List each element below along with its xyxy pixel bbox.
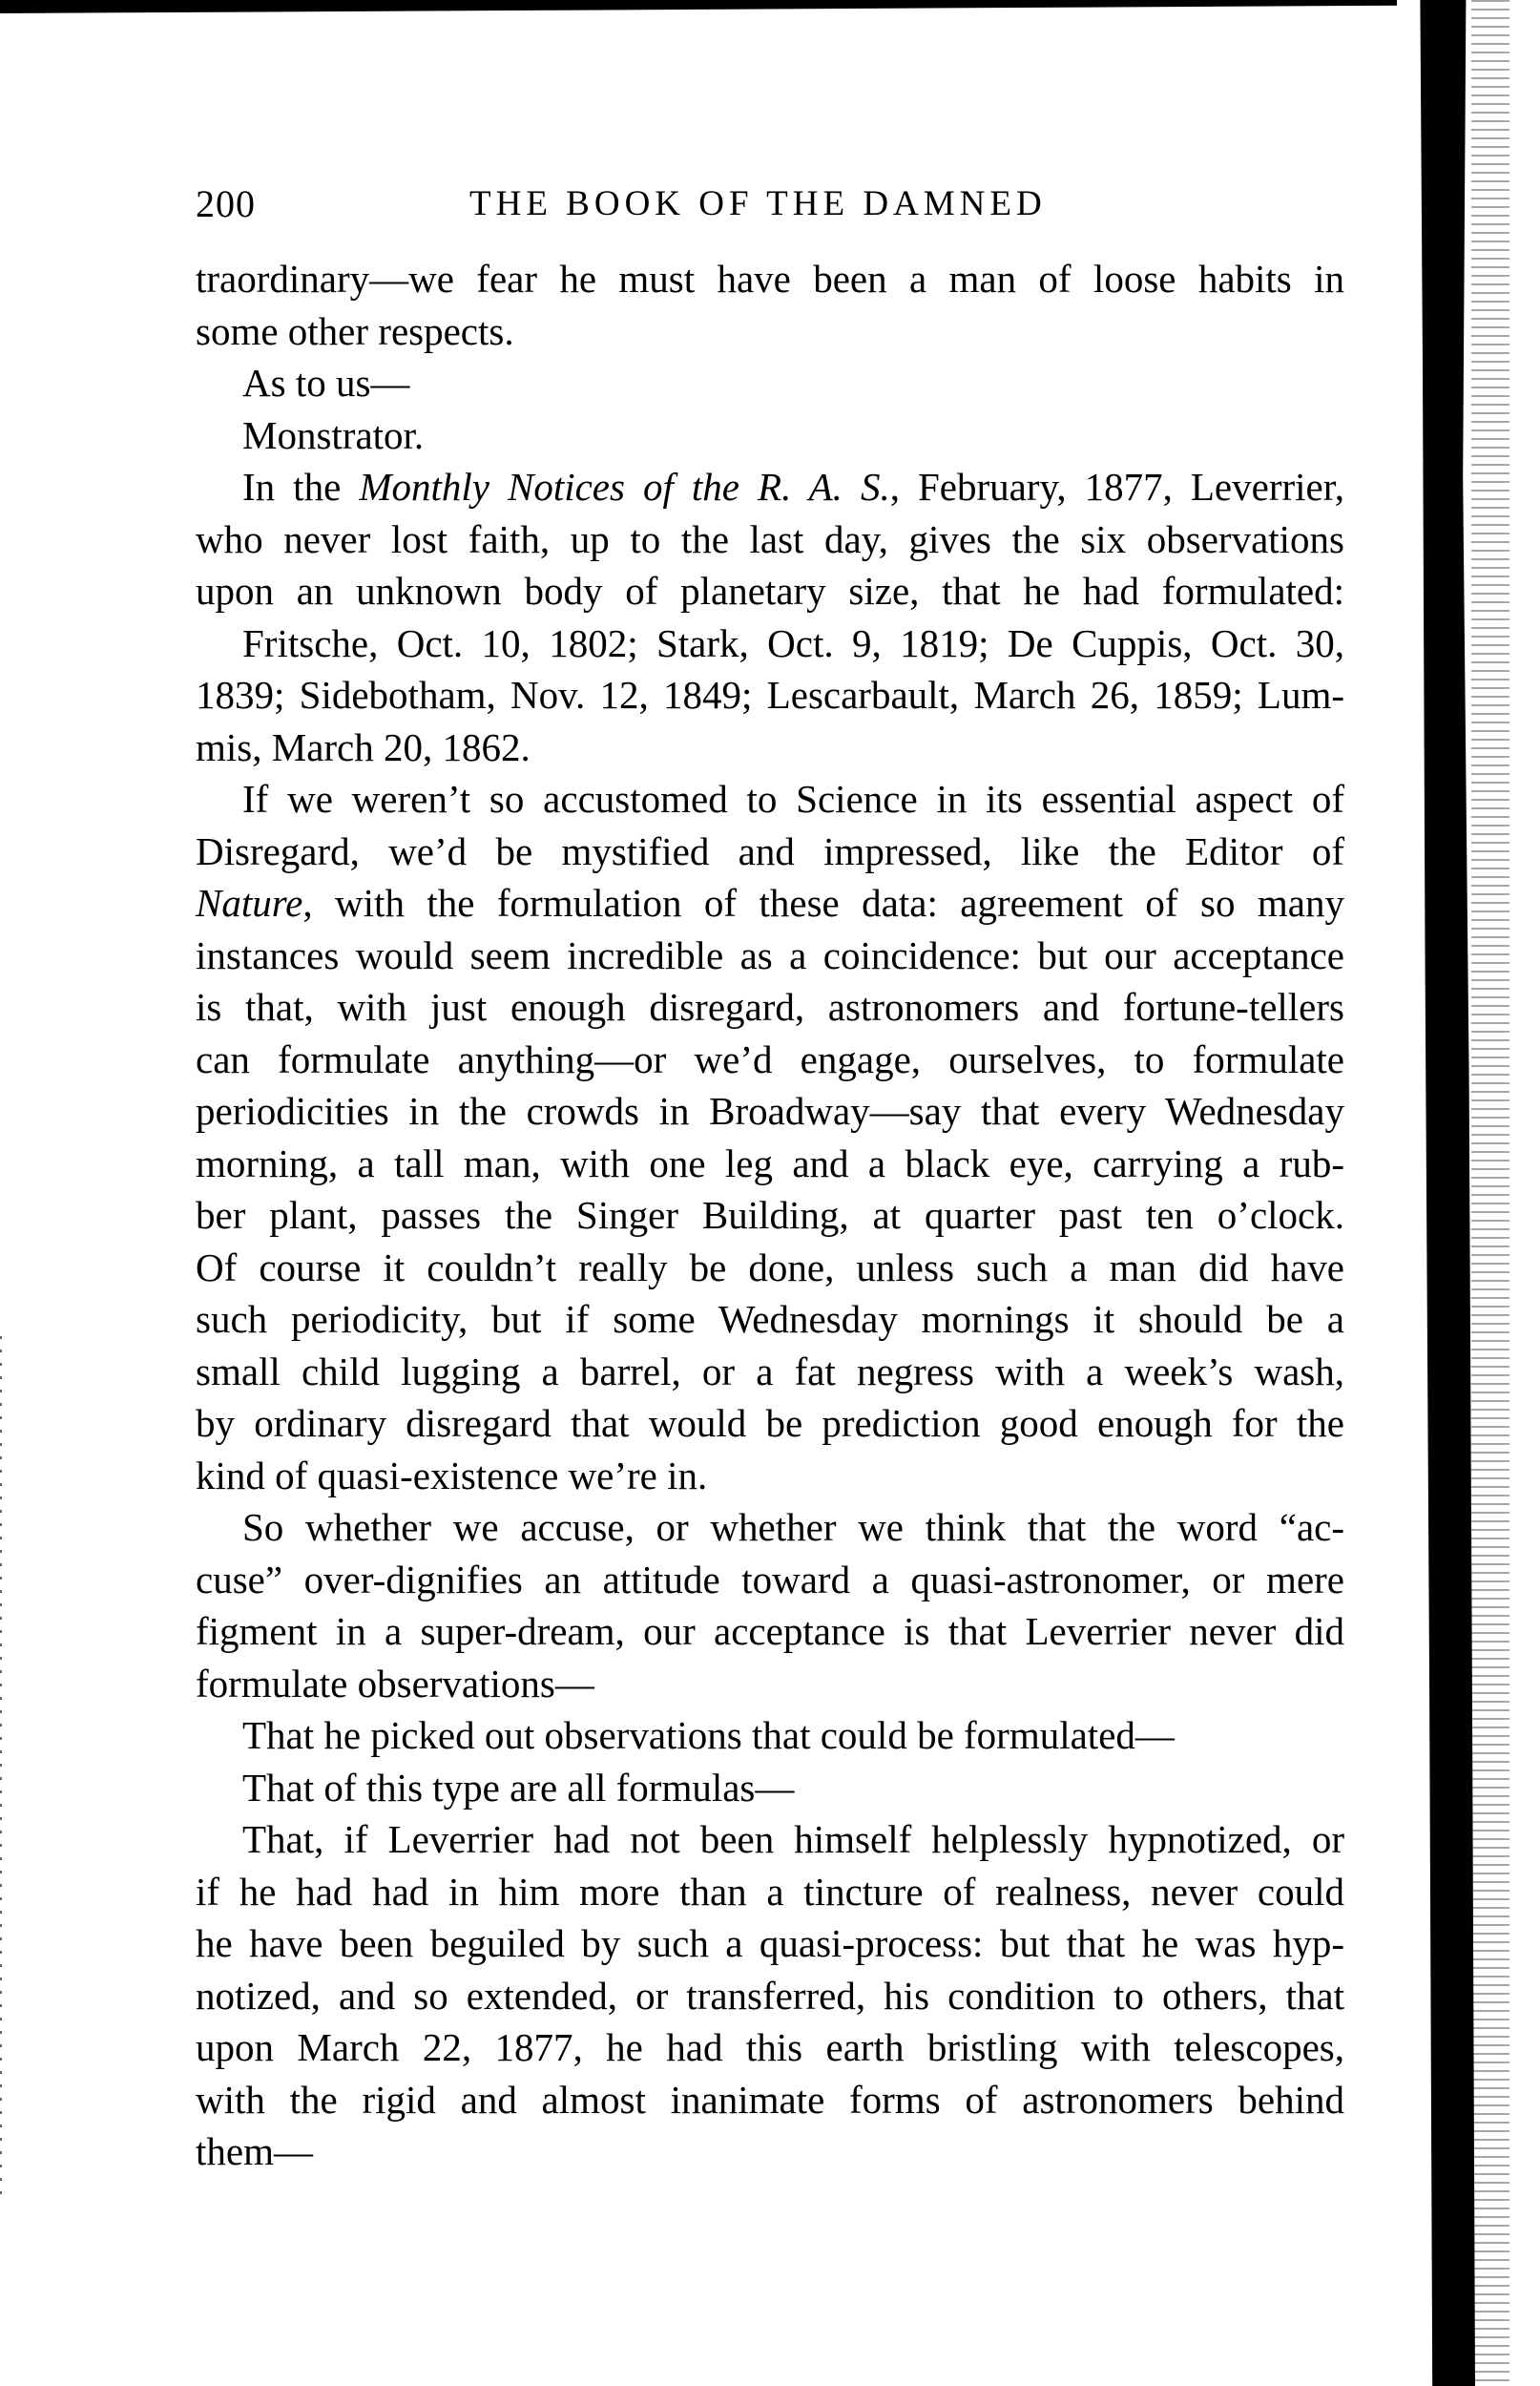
text-line: some other respects. bbox=[196, 308, 514, 353]
text-line: formulate observations— bbox=[196, 1661, 594, 1706]
text-line: mis, March 20, 1862. bbox=[196, 724, 531, 769]
text-line: That he picked out observations that could be formulated— bbox=[242, 1713, 1175, 1757]
text-line: upon March 22, 1877, he had this earth bristling with telescopes, bbox=[196, 2025, 1344, 2069]
text-line: Monstrator. bbox=[242, 412, 425, 457]
scan-gutter-shadow bbox=[1397, 0, 1540, 2386]
text-line: by ordinary disregard that would be prediction good enough for the bbox=[196, 1401, 1344, 1445]
text-line: Of course it couldn’t really be done, unless such a man did have bbox=[196, 1245, 1344, 1289]
text-segment: , February, 1877, Leverrier, bbox=[889, 465, 1344, 509]
text-segment: , with the formulation of these data: agreement of so many bbox=[302, 881, 1344, 925]
text-line: If we weren’t so accustomed to Science in its essential aspect of bbox=[242, 777, 1344, 821]
body-text bbox=[196, 253, 1344, 2178]
text-line bbox=[196, 461, 1344, 513]
scan-edge-noise bbox=[1471, 0, 1509, 2386]
text-line: 1839; Sidebotham, Nov. 12, 1849; Lescarbault, March 26, 1859; Lum- bbox=[196, 673, 1344, 717]
text-line: can formulate anything—or we’d engage, ourselves, to formulate bbox=[196, 1036, 1344, 1081]
text-line: such periodicity, but if some Wednesday mornings it should be a bbox=[196, 1297, 1344, 1341]
scan-top-shadow bbox=[0, 0, 1431, 13]
text-segment: In the bbox=[242, 465, 360, 509]
text-line: if he had had in him more than a tincture of realness, never could bbox=[196, 1869, 1344, 1914]
text-line: periodicities in the crowds in Broadway—say that every Wednesday bbox=[196, 1089, 1344, 1133]
text-line: is that, with just enough disregard, astronomers and fortune-tellers bbox=[196, 985, 1344, 1029]
text-line: Disregard, we’d be mystified and impressed, like the Editor of bbox=[196, 828, 1344, 873]
text-line: Fritsche, Oct. 10, 1802; Stark, Oct. 9, 1819; De Cuppis, Oct. 30, bbox=[242, 620, 1344, 665]
page-number: 200 bbox=[196, 182, 256, 225]
text-line: he have been beguiled by such a quasi-process: but that he was hyp- bbox=[196, 1921, 1344, 1965]
text-line: cuse” over-dignifies an attitude toward a quasi-astronomer, or mere bbox=[196, 1557, 1344, 1601]
text-line: ber plant, passes the Singer Building, at quarter past ten o’clock. bbox=[196, 1193, 1344, 1237]
text-line: That, if Leverrier had not been himself helplessly hypnotized, or bbox=[242, 1817, 1344, 1861]
text-line: So whether we accuse, or whether we think that the word “ac- bbox=[242, 1505, 1344, 1549]
text-line: notized, and so extended, or transferred, his condition to others, that bbox=[196, 1973, 1344, 2018]
text-line: traordinary—we fear he must have been a man of loose habits in bbox=[196, 257, 1344, 301]
text-line: them— bbox=[196, 2129, 313, 2173]
scan-left-edge-speckle bbox=[0, 1336, 2, 2195]
text-line: with the rigid and almost inanimate forms of astronomers behind bbox=[196, 2077, 1344, 2122]
text-line: figment in a super-dream, our acceptance is that Leverrier never did bbox=[196, 1609, 1344, 1653]
book-spine-shadow bbox=[1414, 0, 1475, 2386]
text-line: kind of quasi-existence we’re in. bbox=[196, 1453, 708, 1497]
italic-title: Monthly Notices of the R. A. S. bbox=[359, 465, 890, 509]
text-line: small child lugging a barrel, or a fat negress with a week’s wash, bbox=[196, 1349, 1344, 1393]
text-line: upon an unknown body of planetary size, that he had formulated: bbox=[196, 569, 1344, 613]
text-line: morning, a tall man, with one leg and a black eye, carrying a rub- bbox=[196, 1141, 1344, 1185]
running-head bbox=[196, 183, 1344, 225]
text-line bbox=[196, 877, 1344, 930]
text-line: who never lost faith, up to the last day, gives the six observations bbox=[196, 516, 1344, 561]
text-line: That of this type are all formulas— bbox=[242, 1765, 795, 1810]
italic-title: Nature bbox=[196, 881, 303, 925]
running-title: THE BOOK OF THE DAMNED bbox=[469, 184, 1047, 223]
text-line: As to us— bbox=[242, 361, 410, 405]
text-line: instances would seem incredible as a coincidence: but our acceptance bbox=[196, 932, 1344, 977]
